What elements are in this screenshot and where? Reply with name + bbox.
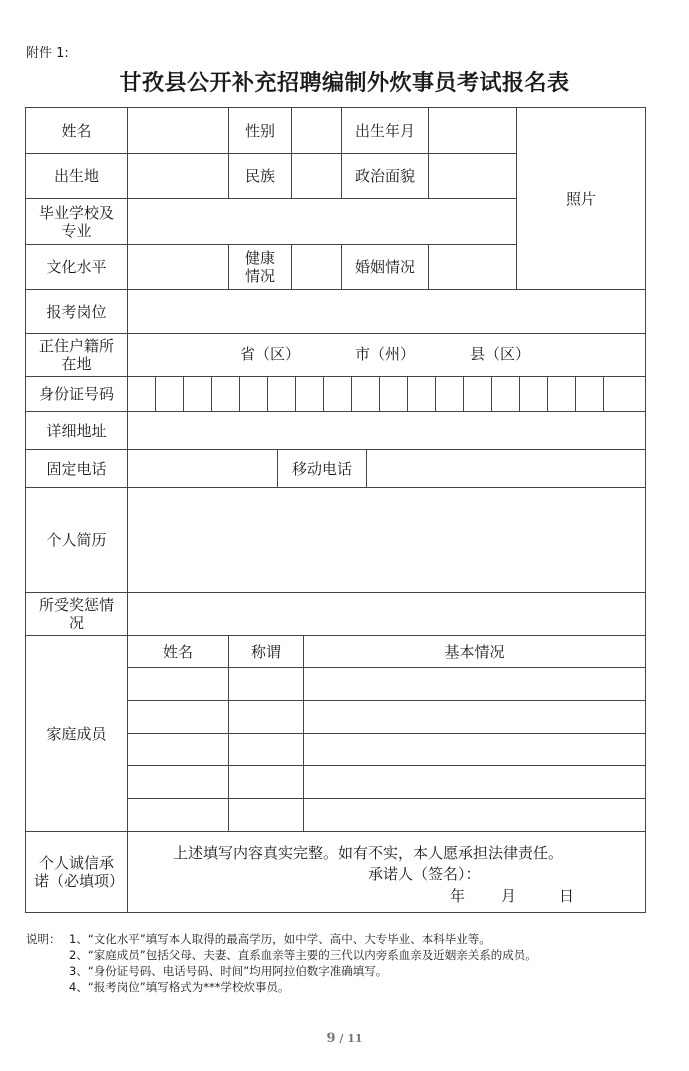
family-relation-cell[interactable]: [229, 734, 304, 766]
notes-section: [26, 931, 537, 995]
label-id-number: 身份证号码: [26, 377, 128, 412]
id-digit-cell[interactable]: [576, 377, 604, 412]
field-landline[interactable]: [128, 450, 278, 488]
id-digit-cell[interactable]: [184, 377, 212, 412]
label-marital-status: 婚姻情况: [342, 245, 429, 290]
note-item: 说明： 1、“文化水平”填写本人取得的最高学历，如中学、高中、大专毕业、本科毕业等。: [26, 932, 491, 946]
id-digit-cell[interactable]: [128, 377, 156, 412]
pledge-month: 月: [501, 887, 517, 905]
field-birthplace[interactable]: [128, 154, 229, 199]
pledge-day: 日: [559, 887, 575, 905]
field-school-major[interactable]: [128, 199, 517, 245]
id-digit-cell[interactable]: [408, 377, 436, 412]
family-info-cell[interactable]: [304, 668, 645, 701]
family-relation-cell[interactable]: [229, 668, 304, 701]
label-school-major: 毕业学校及专业: [26, 199, 128, 245]
residence-province: 省（区）: [240, 345, 301, 363]
field-education[interactable]: [128, 245, 229, 290]
label-position: 报考岗位: [26, 290, 128, 334]
label-health: 健康情况: [229, 245, 292, 290]
note-item: 2、“家庭成员”包括父母、夫妻、直系血亲等主要的三代以内旁系血亲及近姻亲关系的成员。: [69, 948, 537, 962]
id-digit-cell[interactable]: [604, 377, 645, 412]
family-name-cell[interactable]: [128, 799, 229, 832]
field-gender[interactable]: [292, 108, 342, 154]
pledge-year: 年: [450, 887, 466, 905]
family-relation-cell[interactable]: [229, 701, 304, 734]
page-number: 9 / 11: [326, 1031, 363, 1046]
family-header-name: 姓名: [128, 636, 229, 668]
field-address[interactable]: [128, 412, 645, 450]
field-residence[interactable]: [128, 334, 645, 377]
label-birthplace: 出生地: [26, 154, 128, 199]
residence-city: 市（州）: [355, 345, 416, 363]
id-digit-cell[interactable]: [240, 377, 268, 412]
field-name[interactable]: [128, 108, 229, 154]
field-marital-status[interactable]: [429, 245, 517, 290]
family-name-cell[interactable]: [128, 668, 229, 701]
field-health[interactable]: [292, 245, 342, 290]
family-name-cell[interactable]: [128, 766, 229, 799]
family-relation-cell[interactable]: [229, 766, 304, 799]
label-residence: 正住户籍所在地: [26, 334, 128, 377]
label-awards: 所受奖惩情况: [26, 593, 128, 636]
id-digit-cell[interactable]: [520, 377, 548, 412]
label-address: 详细地址: [26, 412, 128, 450]
label-political-status: 政治面貌: [342, 154, 429, 199]
id-digit-cell[interactable]: [324, 377, 352, 412]
attachment-label: 附件 1:: [26, 46, 69, 61]
field-political-status[interactable]: [429, 154, 517, 199]
note-item: 3、“身份证号码、电话号码、时间”均用阿拉伯数字准确填写。: [69, 964, 388, 978]
field-birth-date[interactable]: [429, 108, 517, 154]
id-digit-cell[interactable]: [156, 377, 184, 412]
id-digit-cell[interactable]: [296, 377, 324, 412]
note-item: 4、“报考岗位”填写格式为***学校炊事员。: [69, 980, 290, 994]
id-digit-cell[interactable]: [352, 377, 380, 412]
family-info-cell[interactable]: [304, 734, 645, 766]
id-digit-cell[interactable]: [212, 377, 240, 412]
family-header-relation: 称谓: [229, 636, 304, 668]
label-resume: 个人简历: [26, 488, 128, 593]
family-name-cell[interactable]: [128, 701, 229, 734]
registration-form-table: [25, 107, 646, 913]
pledge-cell[interactable]: [128, 832, 645, 912]
field-awards[interactable]: [128, 593, 645, 636]
label-education: 文化水平: [26, 245, 128, 290]
family-name-cell[interactable]: [128, 734, 229, 766]
label-mobile: 移动电话: [278, 450, 367, 488]
field-resume[interactable]: [128, 488, 645, 593]
notes-label: 说明：: [26, 932, 61, 946]
pledge-signer: 承诺人（签名）：: [368, 865, 481, 883]
field-ethnicity[interactable]: [292, 154, 342, 199]
field-position[interactable]: [128, 290, 645, 334]
label-ethnicity: 民族: [229, 154, 292, 199]
label-birth-date: 出生年月: [342, 108, 429, 154]
label-name: 姓名: [26, 108, 128, 154]
family-info-cell[interactable]: [304, 701, 645, 734]
id-digit-cell[interactable]: [464, 377, 492, 412]
label-family: 家庭成员: [26, 636, 128, 832]
photo-box[interactable]: 照片: [517, 108, 645, 290]
id-digit-cell[interactable]: [380, 377, 408, 412]
label-landline: 固定电话: [26, 450, 128, 488]
family-info-cell[interactable]: [304, 799, 645, 832]
id-digit-cell[interactable]: [548, 377, 576, 412]
id-digit-cell[interactable]: [492, 377, 520, 412]
family-header-info: 基本情况: [304, 636, 645, 668]
label-pledge: 个人诚信承诺（必填项）: [26, 832, 128, 912]
family-info-cell[interactable]: [304, 766, 645, 799]
id-digit-cell[interactable]: [268, 377, 296, 412]
id-digit-cell[interactable]: [436, 377, 464, 412]
family-relation-cell[interactable]: [229, 799, 304, 832]
pledge-statement: 上述填写内容真实完整。如有不实，本人愿承担法律责任。: [173, 844, 564, 862]
label-gender: 性别: [229, 108, 292, 154]
residence-county: 县（区）: [470, 345, 531, 363]
form-title: 甘孜县公开补充招聘编制外炊事员考试报名表: [119, 71, 570, 96]
field-mobile[interactable]: [367, 450, 645, 488]
